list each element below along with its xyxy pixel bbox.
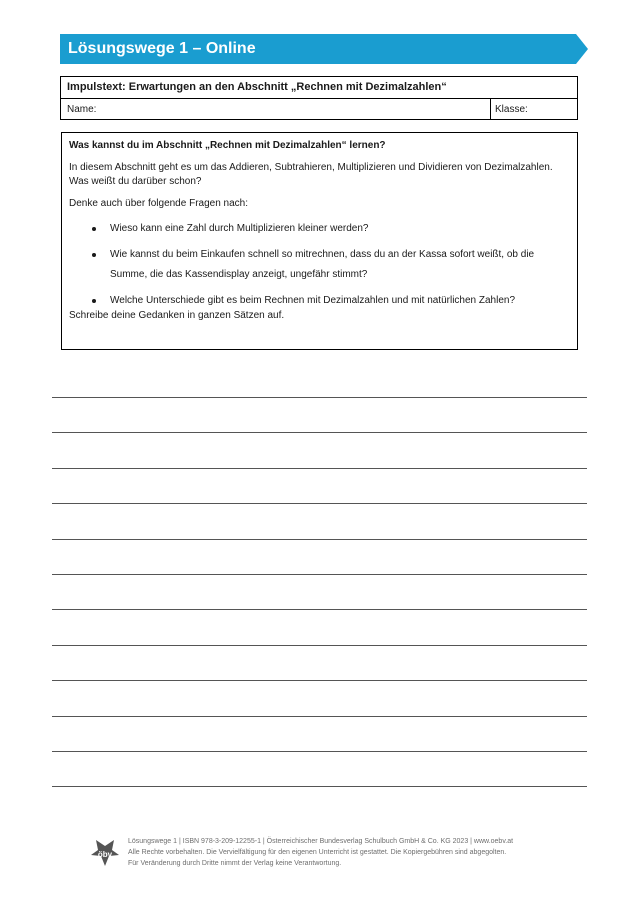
question-item: [90, 219, 570, 239]
bullet-icon: [92, 227, 96, 231]
page-footer: [90, 836, 570, 876]
writing-line[interactable]: [52, 716, 587, 717]
header-banner: [60, 34, 588, 64]
writing-lines-area[interactable]: [52, 397, 587, 822]
writing-line[interactable]: [52, 609, 587, 610]
writing-line[interactable]: [52, 574, 587, 575]
task-instruction: Schreibe deine Gedanken in ganzen Sätzen auf.: [69, 310, 285, 321]
question-text: Welche Unterschiede gibt es beim Rechnen mit Dezimalzahlen und mit natürlichen Zahlen?: [110, 295, 516, 306]
name-field-label[interactable]: Name:: [67, 104, 97, 115]
worksheet-header-table: [60, 76, 578, 120]
worksheet-title: Impulstext: Erwartungen an den Abschnitt „Rechnen mit Dezimalzahlen“: [61, 77, 577, 99]
footer-line-1: Lösungswege 1 | ISBN 978-3-209-12255-1 | Österreichischer Bundesverlag Schulbuch GmbH & Co. KG 2023 | www.oebv.at: [128, 838, 514, 845]
footer-line-3: Für Veränderung durch Dritte nimmt der Verlag keine Verantwortung.: [128, 860, 342, 867]
writing-line[interactable]: [52, 503, 587, 504]
writing-line[interactable]: [52, 397, 587, 398]
question-text: Wieso kann eine Zahl durch Multiplizieren kleiner werden?: [110, 223, 369, 234]
question-item: [90, 245, 570, 285]
publisher-logo-icon: [90, 838, 120, 870]
task-box: [61, 132, 578, 350]
writing-line[interactable]: [52, 432, 587, 433]
writing-line[interactable]: [52, 786, 587, 787]
task-heading: Was kannst du im Abschnitt „Rechnen mit Dezimalzahlen“ lernen?: [69, 140, 386, 151]
question-item: [90, 291, 570, 311]
writing-line[interactable]: [52, 468, 587, 469]
task-prompt: Denke auch über folgende Fragen nach:: [69, 198, 249, 209]
footer-text: [128, 836, 568, 869]
task-intro: In diesem Abschnitt geht es um das Addieren, Subtrahieren, Multiplizieren und Dividieren von Dezimalzahlen. Was weißt du darüber schon?: [69, 162, 553, 187]
question-list: [90, 219, 570, 317]
class-field-label[interactable]: Klasse:: [495, 104, 528, 115]
logo-text: öbv: [97, 850, 113, 859]
footer-line-2: Alle Rechte vorbehalten. Die Vervielfältigung für den eigenen Unterricht ist gestattet. Die Kopiergebühren sind abgegolten.: [128, 849, 507, 856]
writing-line[interactable]: [52, 645, 587, 646]
banner-title: Lösungswege 1 – Online: [68, 40, 256, 57]
writing-line[interactable]: [52, 751, 587, 752]
writing-line[interactable]: [52, 680, 587, 681]
writing-line[interactable]: [52, 539, 587, 540]
question-text: Wie kannst du beim Einkaufen schnell so mitrechnen, dass du an der Kassa sofort weißt, ob die Summe, die das Kassendisplay anzeigt, ungefähr stimmt?: [110, 249, 535, 280]
student-info-row: [61, 99, 577, 120]
bullet-icon: [92, 299, 96, 303]
bullet-icon: [92, 253, 96, 257]
cell-divider: [490, 99, 491, 120]
